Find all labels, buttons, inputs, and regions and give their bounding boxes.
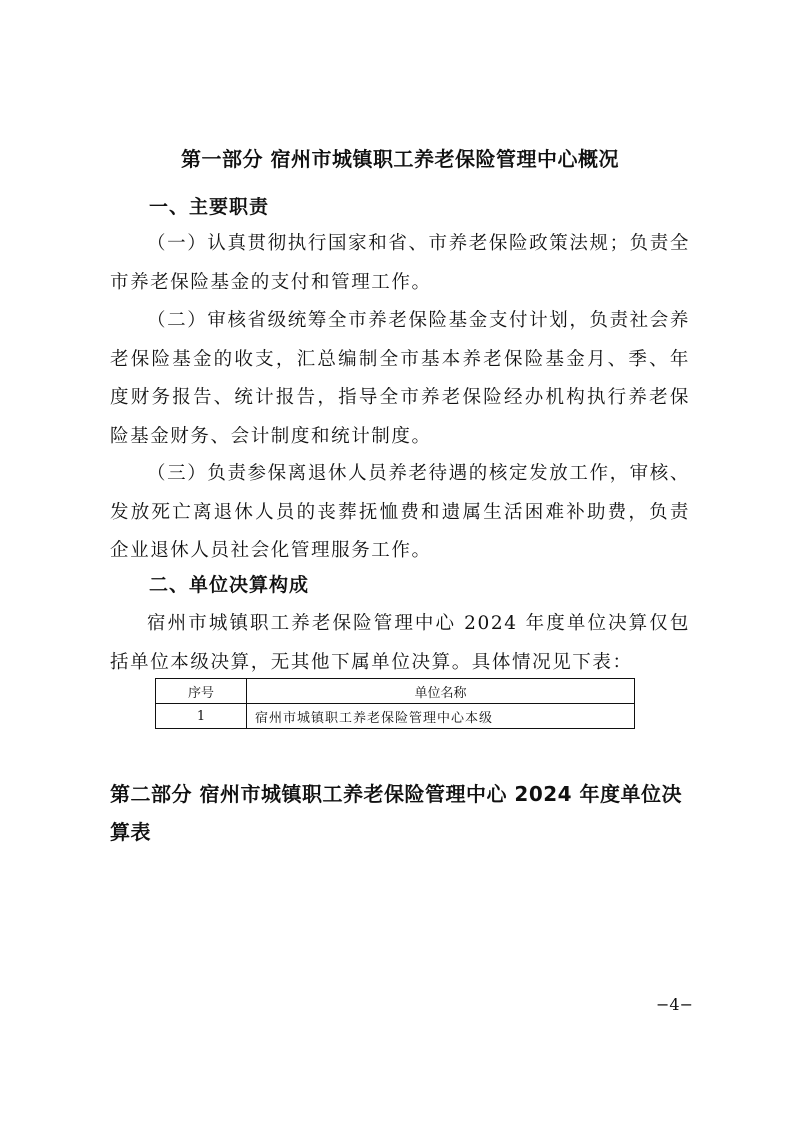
table-header-index: 序号 [156,679,247,704]
duty-paragraph-1: （一）认真贯彻执行国家和省、市养老保险政策法规；负责全市养老保险基金的支付和管理工作。 [110,233,690,293]
table-header-unit-name: 单位名称 [247,679,635,704]
page-number: −4− [656,995,693,1014]
table-row [156,704,635,729]
unit-table [155,678,635,729]
table-cell-unit-name: 宿州市城镇职工养老保险管理中心本级 [247,704,635,729]
duty-paragraph-2: （二）审核省级统筹全市养老保险基金支付计划，负责社会养老保险基金的收支，汇总编制全市基本养老保险基金月、季、年度财务报告、统计报告，指导全市养老保险经办机构执行养老保险基金财务、会计制度和统计制度。 [110,310,690,447]
part2-title: 第二部分 宿州市城镇职工养老保险管理中心 2024 年度单位决算表 [110,782,683,844]
section2-heading: 二、单位决算构成 [149,574,310,596]
duty-paragraph-3: （三）负责参保离退休人员养老待遇的核定发放工作，审核、发放死亡离退休人员的丧葬抚恤费和遗属生活困难补助费，负责企业退休人员社会化管理服务工作。 [110,463,690,561]
composition-paragraph: 宿州市城镇职工养老保险管理中心 2024 年度单位决算仅包括单位本级决算，无其他下属单位决算。具体情况见下表： [110,613,690,673]
table-cell-index: 1 [156,704,247,729]
table-header-row [156,679,635,704]
part1-title: 第一部分 宿州市城镇职工养老保险管理中心概况 [181,147,619,171]
section1-heading: 一、主要职责 [149,196,270,218]
